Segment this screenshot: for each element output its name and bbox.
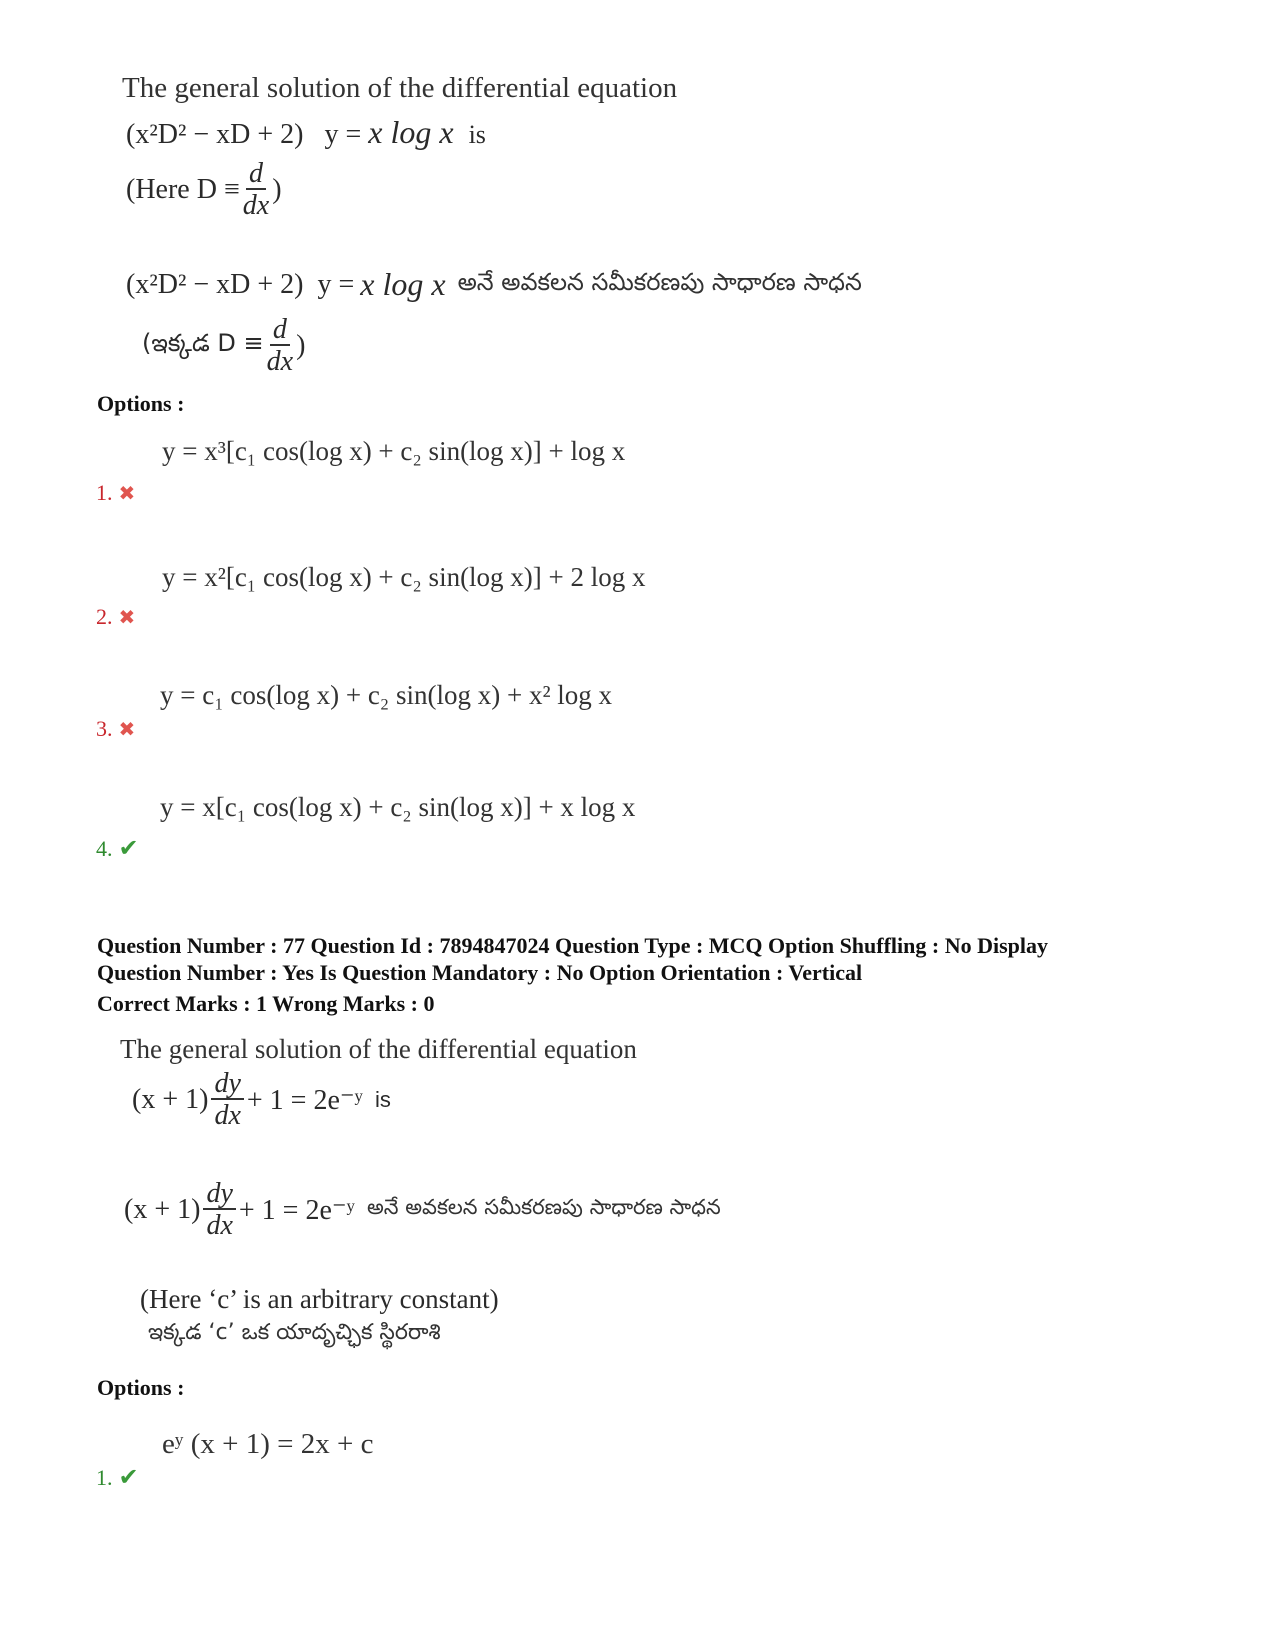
q77-equation-en (132, 1070, 391, 1130)
frac-numerator: dy (203, 1180, 235, 1210)
frac-denominator: dx (214, 1100, 241, 1131)
q76-stem-en: The general solution of the differential equation (122, 72, 678, 104)
q76-option-3-number (96, 716, 135, 742)
q77-meta-line-2: Question Number : Yes Is Question Mandatory : No Option Orientation : Vertical (97, 960, 863, 985)
q77-meta-line-1: Question Number : 77 Question Id : 7894847024 Question Type : MCQ Option Shuffling : No Display (97, 933, 1049, 958)
dy-dx-fraction (203, 1180, 235, 1240)
equation-lhs: (x²D² − xD + 2) (126, 119, 304, 150)
q76-options-label: Options : (97, 391, 185, 416)
option-number: 3. (96, 716, 113, 741)
here-label: (Here D ≡ (126, 174, 240, 205)
q77-equation-te (124, 1180, 721, 1240)
here-close: ) (272, 174, 282, 205)
q77-note-en: (Here ‘c’ is an arbitrary constant) (140, 1284, 499, 1314)
frac-numerator: d (270, 316, 290, 346)
q76-option-1-number (96, 480, 135, 506)
option-number: 4. (96, 836, 113, 861)
equation-is: is (468, 120, 486, 149)
q77-note-te: ఇక్కడ ‘c’ ఒక యాదృచ్ఛిక స్థిరరాశి (148, 1320, 441, 1345)
q77-options-label: Options : (97, 1375, 185, 1400)
q76-option-3-text: y = c₁ cos(log x) + c₂ sin(log x) + x² log x (160, 680, 613, 710)
q77-marks-line: Correct Marks : 1 Wrong Marks : 0 (97, 991, 435, 1016)
frac-denominator: dx (206, 1210, 233, 1241)
cross-icon: ✖ (118, 607, 136, 629)
equation-rhs: x log x (368, 114, 454, 150)
equation-is: is (375, 1087, 391, 1112)
check-icon: ✔ (118, 836, 139, 862)
q76-option-2-number (96, 604, 135, 630)
d-dx-fraction (267, 316, 293, 376)
cross-icon: ✖ (118, 483, 136, 505)
q76-equation-en (126, 114, 486, 151)
frac-denominator: dx (266, 346, 294, 377)
q76-option-4-number (96, 834, 139, 863)
q77-option-1-text: eʸ (x + 1) = 2x + c (162, 1428, 374, 1460)
q76-option-1-text: y = x³[c₁ cos(log x) + c₂ sin(log x)] + log x (162, 436, 626, 466)
q76-option-4-text: y = x[c₁ cos(log x) + c₂ sin(log x)] + x log x (160, 792, 636, 822)
q76-equation-te (126, 266, 862, 303)
q76-here-en (126, 160, 282, 220)
option-number: 1. (96, 1465, 113, 1490)
equation-rhs: x log x (360, 266, 446, 302)
equation-eq: y = (324, 119, 362, 150)
q77-option-1-number (96, 1463, 139, 1492)
frac-numerator: d (246, 160, 266, 190)
cross-icon: ✖ (118, 719, 136, 741)
q77-stem-en: The general solution of the differential equation (120, 1034, 637, 1064)
equation-rhs: + 1 = 2e⁻ʸ (238, 1195, 355, 1226)
q76-option-2-text: y = x²[c₁ cos(log x) + c₂ sin(log x)] + 2 log x (162, 562, 646, 592)
frac-numerator: dy (211, 1070, 243, 1100)
here-close: ) (296, 330, 306, 361)
equation-lhs: (x + 1) (124, 1194, 201, 1225)
here-label-te: (ఇక్కడ D ≡ (142, 329, 264, 357)
equation-lhs: (x²D² − xD + 2) (126, 268, 304, 300)
stem-te-suffix: అనే అవకలన సమీకరణపు సాధారణ సాధన (457, 267, 862, 296)
equation-lhs: (x + 1) (132, 1084, 209, 1115)
stem-te-suffix: అనే అవకలన సమీకరణపు సాధారణ సాధన (367, 1195, 721, 1219)
d-dx-fraction (243, 160, 269, 220)
equation-rhs: + 1 = 2e⁻ʸ (246, 1085, 363, 1116)
q76-here-te (142, 316, 305, 376)
option-number: 2. (96, 604, 113, 629)
frac-denominator: dx (242, 190, 270, 221)
dy-dx-fraction (211, 1070, 243, 1130)
option-number: 1. (96, 480, 113, 505)
equation-eq: y = (317, 268, 355, 300)
check-icon: ✔ (118, 1465, 139, 1491)
